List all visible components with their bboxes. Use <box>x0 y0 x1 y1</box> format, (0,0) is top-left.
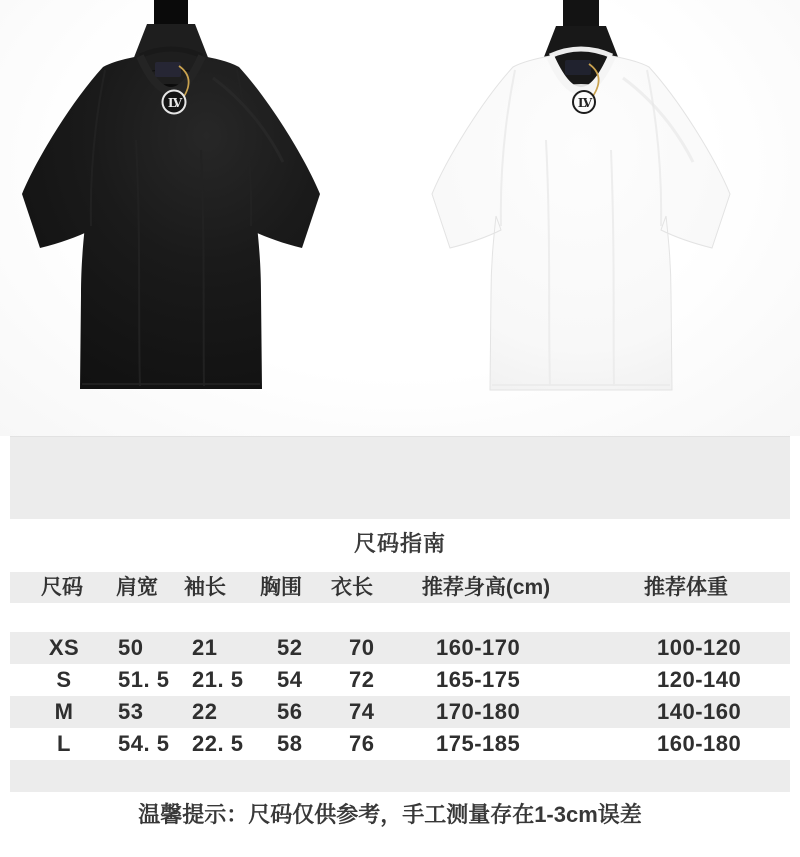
weight-range: 160-180 <box>657 731 742 756</box>
brand-tag <box>565 60 591 75</box>
size-table-header <box>10 572 790 603</box>
size-value: S <box>56 667 72 692</box>
size-value: XS <box>48 635 80 660</box>
divider-band-top <box>10 436 790 519</box>
black-tshirt <box>22 0 320 389</box>
col-header-height: 推荐身高(cm) <box>421 576 551 599</box>
table-row-l <box>10 728 790 760</box>
col-header-chest: 胸围 <box>260 576 302 599</box>
table-row-xs <box>10 632 790 664</box>
shoulder-value: 51. 5 <box>118 667 170 692</box>
shoulder-value: 50 <box>118 635 144 660</box>
chest-value: 58 <box>277 731 303 756</box>
white-tshirt <box>432 0 730 390</box>
size-value: L <box>57 731 71 756</box>
height-range: 165-175 <box>436 667 521 692</box>
col-header-length: 衣长 <box>331 576 373 599</box>
shoulder-value: 54. 5 <box>118 731 170 756</box>
col-header-weight: 推荐体重 <box>644 576 728 599</box>
length-value: 70 <box>349 635 375 660</box>
height-range: 175-185 <box>436 731 521 756</box>
weight-range: 140-160 <box>657 699 742 724</box>
chest-value: 52 <box>277 635 303 660</box>
shoulder-value: 53 <box>118 699 144 724</box>
col-header-size: 尺码 <box>41 576 83 599</box>
col-header-shoulder: 肩宽 <box>116 576 158 599</box>
lv-logo-text: LV <box>577 96 591 110</box>
weight-range: 120-140 <box>657 667 742 692</box>
table-row-m <box>10 696 790 728</box>
brand-tag <box>155 62 181 77</box>
table-row-s <box>10 664 790 696</box>
height-range: 170-180 <box>436 699 521 724</box>
sleeve-value: 21. 5 <box>192 667 244 692</box>
sleeve-value: 21 <box>192 635 218 660</box>
length-value: 74 <box>349 699 375 724</box>
chest-value: 56 <box>277 699 303 724</box>
sleeve-value: 22 <box>192 699 218 724</box>
height-range: 160-170 <box>436 635 521 660</box>
size-disclaimer-note: 温馨提示：尺码仅供参考，手工测量存在1-3cm误差 <box>138 802 642 827</box>
size-guide-title: 尺码指南 <box>353 531 446 556</box>
size-value: M <box>54 699 74 724</box>
col-header-sleeve: 袖长 <box>184 576 226 599</box>
sleeve-value: 22. 5 <box>192 731 244 756</box>
lv-logo-text: LV <box>167 96 181 110</box>
length-value: 72 <box>349 667 375 692</box>
chest-value: 54 <box>277 667 303 692</box>
divider-band-bottom <box>10 760 790 792</box>
length-value: 76 <box>349 731 375 756</box>
weight-range: 100-120 <box>657 635 742 660</box>
